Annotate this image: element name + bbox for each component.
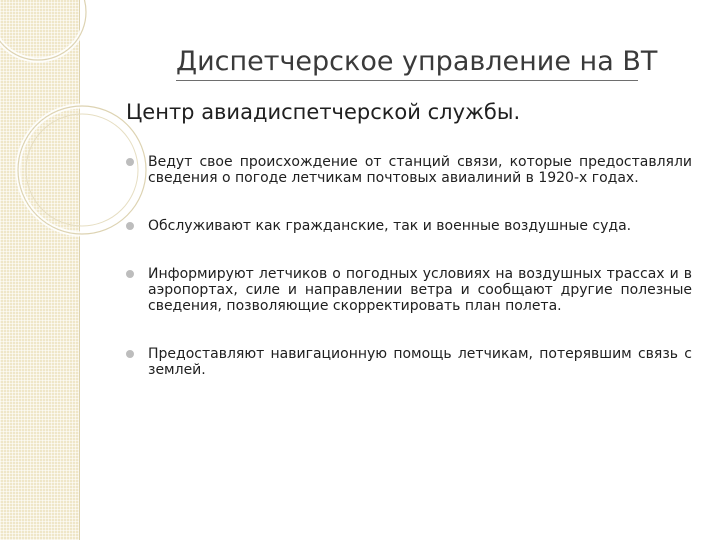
bullet-item bbox=[148, 266, 692, 314]
bullet-item bbox=[148, 346, 692, 378]
title-underline bbox=[176, 80, 638, 81]
bullet-list bbox=[148, 154, 692, 378]
bullet-text: Информируют летчиков о погодных условиях на воздушных трассах и в аэропортах, силе и направлении ветра и сообщают другие полезные сведения, позволяющие скорректировать план полета. bbox=[148, 266, 692, 314]
bullet-text: Ведут свое происхождение от станций связи, которые предоставляли сведения о погоде летчикам почтовых авиалиний в 1920-х годах. bbox=[148, 154, 692, 186]
bullet-item bbox=[148, 218, 692, 234]
bullet-dot-icon bbox=[126, 350, 134, 358]
slide-title: Диспетчерское управление на ВТ bbox=[176, 46, 658, 77]
bullet-dot-icon bbox=[126, 270, 134, 278]
bullet-text: Предоставляют навигационную помощь летчикам, потерявшим связь с землей. bbox=[148, 346, 692, 378]
bullet-dot-icon bbox=[126, 158, 134, 166]
bullet-dot-icon bbox=[126, 222, 134, 230]
bullet-text: Обслуживают как гражданские, так и военные воздушные суда. bbox=[148, 218, 632, 234]
bullet-item bbox=[148, 154, 692, 186]
slide-subtitle: Центр авиадиспетчерской службы. bbox=[126, 100, 521, 124]
